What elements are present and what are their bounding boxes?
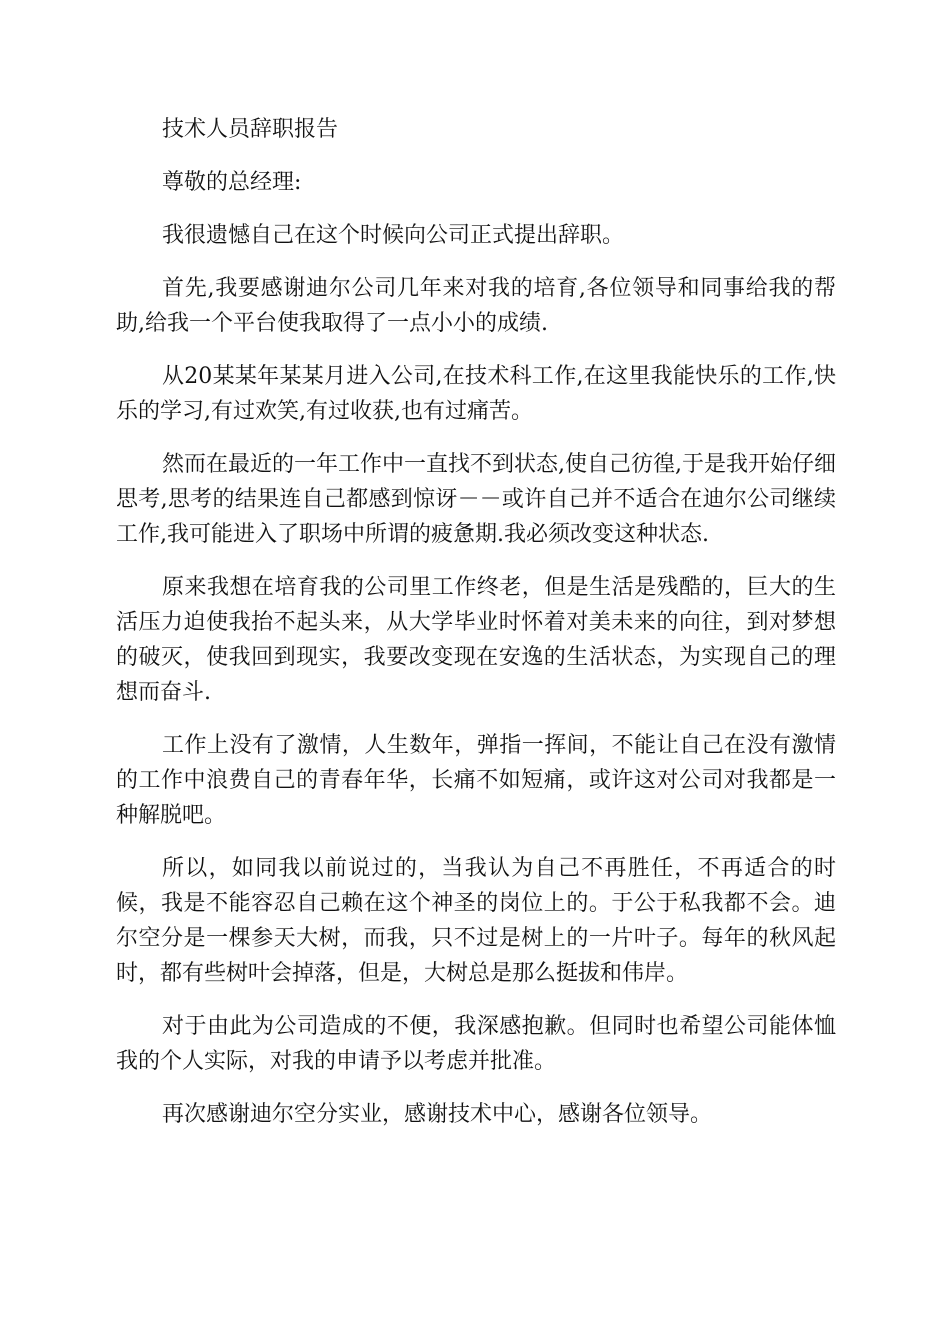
paragraph: 首先,我要感谢迪尔公司几年来对我的培育,各位领导和同事给我的帮助,给我一个平台使我取得了一点小小的成绩. [116, 276, 836, 336]
paragraph: 对于由此为公司造成的不便，我深感抱歉。但同时也希望公司能体恤我的个人实际，对我的申请予以考虑并批准。 [116, 1014, 836, 1074]
paragraph: 所以，如同我以前说过的，当我认为自己不再胜任，不再适合的时候，我是不能容忍自己赖在这个神圣的岗位上的。于公于私我都不会。迪尔空分是一棵参天大树，而我，只不过是树上的一片叶子。每年的秋风起时，都有些树叶会掉落，但是，大树总是那么挺拔和伟岸。 [116, 856, 836, 986]
document-title: 技术人员辞职报告 [162, 117, 339, 142]
paragraph: 我很遗憾自己在这个时候向公司正式提出辞职。 [162, 223, 625, 248]
paragraph: 从20某某年某某月进入公司,在技术科工作,在这里我能快乐的工作,快乐的学习,有过欢笑,有过收获,也有过痛苦。 [116, 364, 836, 424]
document-body [116, 112, 836, 1150]
salutation: 尊敬的总经理: [162, 170, 302, 195]
paragraph: 工作上没有了激情，人生数年，弹指一挥间，不能让自己在没有激情的工作中浪费自己的青春年华，长痛不如短痛，或许这对公司对我都是一种解脱吧。 [116, 733, 836, 828]
paragraph: 原来我想在培育我的公司里工作终老，但是生活是残酷的，巨大的生活压力迫使我抬不起头来，从大学毕业时怀着对美未来的向往，到对梦想的破灭，使我回到现实，我要改变现在安逸的生活状态，为实现自己的理想而奋斗. [116, 575, 836, 705]
paragraph: 再次感谢迪尔空分实业，感谢技术中心，感谢各位领导。 [162, 1102, 713, 1127]
paragraph: 然而在最近的一年工作中一直找不到状态,使自己彷徨,于是我开始仔细思考,思考的结果连自己都感到惊讶－－或许自己并不适合在迪尔公司继续工作,我可能进入了职场中所谓的疲惫期.我必须改变这种状态. [116, 452, 836, 547]
